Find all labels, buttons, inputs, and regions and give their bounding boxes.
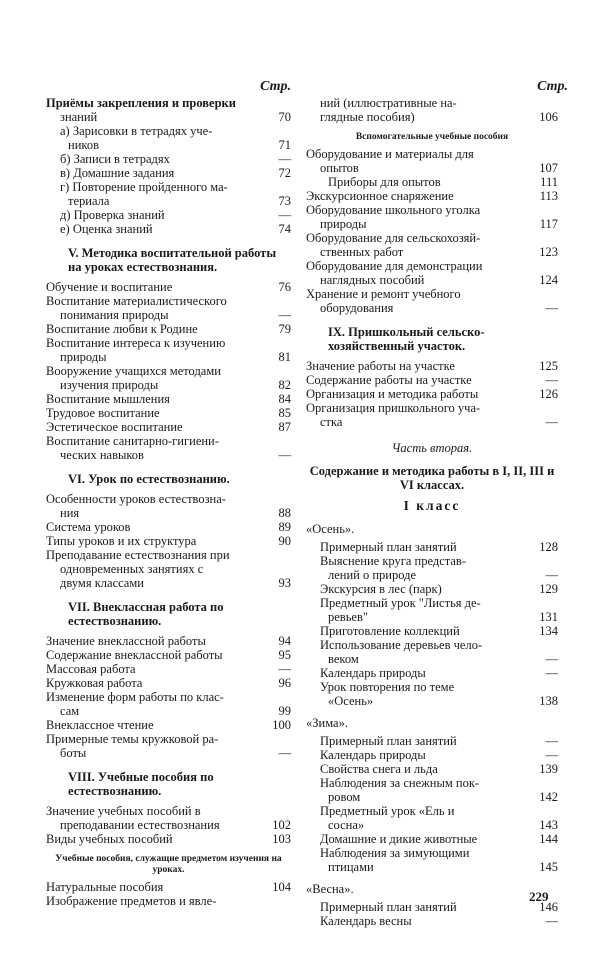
toc-entry: Кружковая работа 96 <box>46 676 291 690</box>
toc-entry: г) Повторение пройденного ма- <box>60 180 228 194</box>
toc-entry: лений о природе — <box>328 568 558 582</box>
toc-entry: ний (иллюстративные на- <box>320 96 457 110</box>
toc-entry: Наблюдения за снежным пок- <box>320 776 480 790</box>
toc-entry: Воспитание любви к Родине 79 <box>46 322 291 336</box>
chapter-heading: VII. Внеклассная работа по естествознанию. <box>68 600 224 628</box>
toc-entry: Изображение предметов и явле- <box>46 894 217 908</box>
toc-entry: сам 99 <box>60 704 291 718</box>
season-heading-spring: «Весна». <box>306 882 354 896</box>
toc-entry: изучения природы 82 <box>60 378 291 392</box>
toc-entry: птицами 145 <box>328 860 558 874</box>
toc-entry: Воспитание материалистического <box>46 294 227 308</box>
toc-entry: опытов 107 <box>320 161 558 175</box>
toc-entry: ния 88 <box>60 506 291 520</box>
toc-entry: Хранение и ремонт учебного <box>306 287 461 301</box>
subsection-heading: Учебные пособия, служащие предметом изучения на уроках. <box>55 854 282 875</box>
toc-entry: глядные пособия) 106 <box>320 110 558 124</box>
toc-entry: Календарь природы — <box>320 748 558 762</box>
toc-left-column <box>46 78 291 908</box>
toc-entry: е) Оценка знаний 74 <box>60 222 291 236</box>
toc-entry: Домашние и дикие животные 144 <box>320 832 558 846</box>
toc-entry: Значение внеклассной работы 94 <box>46 634 291 648</box>
page-column-label: Стр. <box>260 79 291 94</box>
toc-entry: ровом 142 <box>328 790 558 804</box>
chapter-heading: VIII. Учебные пособия по естествознанию. <box>68 770 214 798</box>
chapter-heading: IX. Пришкольный сельско-хозяйственный участок. <box>328 325 485 353</box>
toc-entry: Календарь весны — <box>320 914 558 928</box>
toc-entry: Воспитание санитарно-гигиени- <box>46 434 219 448</box>
toc-entry: наглядных пособий 124 <box>320 273 558 287</box>
toc-entry: Значение учебных пособий в <box>46 804 201 818</box>
toc-entry: Наблюдения за зимующими <box>320 846 470 860</box>
part-title: Часть вторая. <box>391 441 473 455</box>
toc-entry: Оборудование для сельскохозяй- <box>306 231 481 245</box>
toc-entry: в) Домашние задания 72 <box>60 166 291 180</box>
toc-entry: Содержание внеклассной работы 95 <box>46 648 291 662</box>
toc-entry: Организация и методика работы 126 <box>306 387 558 401</box>
toc-entry: Содержание работы на участке — <box>306 373 558 387</box>
toc-entry: Вооружение учащихся методами <box>46 364 221 378</box>
toc-entry: Воспитание интереса к изучению <box>46 336 226 350</box>
toc-right-column <box>306 78 568 928</box>
toc-entry: боты — <box>60 746 291 760</box>
page-number: 229 <box>529 889 549 904</box>
toc-entry: Типы уроков и их структура 90 <box>46 534 291 548</box>
toc-entry: д) Проверка знаний — <box>60 208 291 222</box>
toc-entry: Эстетическое воспитание 87 <box>46 420 291 434</box>
toc-entry: Календарь природы — <box>320 666 558 680</box>
toc-entry: понимания природы — <box>60 308 291 322</box>
toc-entry: природы 117 <box>320 217 558 231</box>
toc-entry: преподавании естествознания 102 <box>60 818 291 832</box>
toc-entry: веком — <box>328 652 558 666</box>
toc-entry: оборудования — <box>320 301 558 315</box>
toc-entry: двумя классами 93 <box>60 576 291 590</box>
chapter-heading: V. Методика воспитательной работы на уроках естествознания. <box>68 246 277 274</box>
toc-entry: знаний 70 <box>60 110 291 124</box>
toc-entry: Трудовое воспитание 85 <box>46 406 291 420</box>
class-title: I класс <box>403 498 461 513</box>
toc-entry: Виды учебных пособий 103 <box>46 832 291 846</box>
toc-entry: Система уроков 89 <box>46 520 291 534</box>
toc-entry: Примерный план занятий 146 <box>320 900 558 914</box>
toc-entry: ственных работ 123 <box>320 245 558 259</box>
toc-entry: ревьев" 131 <box>328 610 558 624</box>
toc-entry: Особенности уроков естествозна- <box>46 492 226 506</box>
toc-entry: Свойства снега и льда 139 <box>320 762 558 776</box>
toc-entry: Примерный план занятий 128 <box>320 540 558 554</box>
toc-entry: Массовая работа — <box>46 662 291 676</box>
toc-entry: Приготовление коллекций 134 <box>320 624 558 638</box>
toc-entry: Приборы для опытов 111 <box>328 175 558 189</box>
toc-entry: Обучение и воспитание 76 <box>46 280 291 294</box>
toc-entry: Натуральные пособия 104 <box>46 880 291 894</box>
toc-entry: а) Зарисовки в тетрадях уче- <box>60 124 213 138</box>
toc-entry: Приёмы закрепления и проверки <box>46 96 236 110</box>
toc-entry: Использование деревьев чело- <box>320 638 483 652</box>
toc-entry: ников 71 <box>68 138 291 152</box>
subsection-heading: Вспомогательные учебные пособия <box>355 132 509 142</box>
toc-entry: Экскурсионное снаряжение 113 <box>306 189 558 203</box>
toc-entry: териала 73 <box>68 194 291 208</box>
toc-entry: Примерный план занятий — <box>320 734 558 748</box>
season-heading-autumn: «Осень». <box>306 522 355 536</box>
toc-entry: Выяснение круга представ- <box>320 554 466 568</box>
toc-entry: сосна» 143 <box>328 818 558 832</box>
toc-entry: Оборудование и материалы для <box>306 147 474 161</box>
chapter-heading: VI. Урок по естествознанию. <box>68 472 230 486</box>
toc-entry: Преподавание естествознания при <box>46 548 230 562</box>
toc-entry: Оборудование для демонстрации <box>306 259 483 273</box>
toc-entry: Экскурсия в лес (парк) 129 <box>320 582 558 596</box>
toc-entry: б) Записи в тетрадях — <box>60 152 291 166</box>
toc-entry: Воспитание мышления 84 <box>46 392 291 406</box>
toc-entry: Оборудование школьного уголка <box>306 203 481 217</box>
toc-entry: одновременных занятиях с <box>60 562 204 576</box>
season-heading-winter: «Зима». <box>306 716 348 730</box>
toc-entry: Внеклассное чтение 100 <box>46 718 291 732</box>
toc-entry: Предметный урок "Листья де- <box>320 596 481 610</box>
toc-entry: Значение работы на участке 125 <box>306 359 558 373</box>
toc-entry: стка — <box>320 415 558 429</box>
toc-entry: Организация пришкольного уча- <box>306 401 481 415</box>
page-column-label: Стр. <box>537 79 568 94</box>
toc-entry: «Осень» 138 <box>328 694 558 708</box>
toc-entry: Урок повторения по теме <box>320 680 455 694</box>
toc-entry: ческих навыков — <box>60 448 291 462</box>
toc-entry: Изменение форм работы по клас- <box>46 690 224 704</box>
toc-entry: Предметный урок «Ель и <box>320 804 455 818</box>
toc-entry: природы 81 <box>60 350 291 364</box>
chapter-heading: Содержание и методика работы в I, II, III и VI классах. <box>309 464 555 492</box>
toc-entry: Примерные темы кружковой ра- <box>46 732 219 746</box>
